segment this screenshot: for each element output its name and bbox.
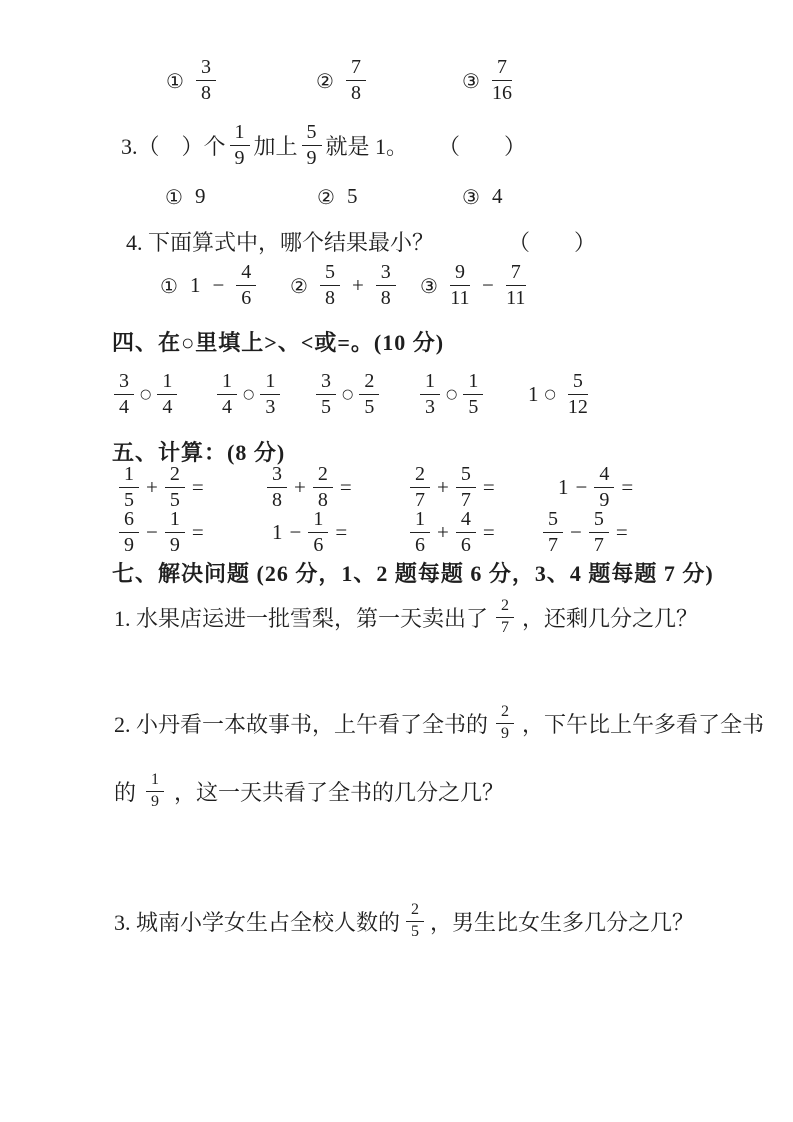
compare-item xyxy=(114,371,177,418)
fraction xyxy=(114,371,134,418)
option-value: 9 xyxy=(194,184,206,208)
fraction xyxy=(308,509,328,556)
fraction-numerator: 7 xyxy=(506,262,526,286)
problem-text: ，还剩几分之几？ xyxy=(522,605,699,631)
fraction xyxy=(196,57,216,104)
operator: − xyxy=(575,475,588,499)
equals-sign: = xyxy=(191,475,204,499)
fraction-denominator: 4 xyxy=(162,396,173,418)
operator: + xyxy=(437,475,449,499)
fraction xyxy=(543,509,563,556)
calc-expression xyxy=(119,464,204,511)
option-marker: ① xyxy=(165,184,183,209)
fraction-denominator: 7 xyxy=(548,534,558,556)
fraction-numerator: 1 xyxy=(146,772,164,792)
problem-3 xyxy=(114,902,694,941)
fraction-numerator: 5 xyxy=(568,371,588,395)
fraction-denominator: 11 xyxy=(450,287,470,309)
fraction-numerator: 2 xyxy=(496,704,514,724)
equals-sign: = xyxy=(335,520,348,544)
calc-expression xyxy=(272,509,347,556)
fraction xyxy=(119,464,139,511)
fraction-denominator: 9 xyxy=(234,147,245,169)
fraction xyxy=(506,262,526,309)
fraction-denominator: 5 xyxy=(321,396,331,418)
fraction xyxy=(594,464,614,511)
fraction xyxy=(463,371,483,418)
fraction-numerator: 1 xyxy=(165,509,185,533)
fraction-denominator: 4 xyxy=(119,396,129,418)
fraction-numerator: 2 xyxy=(165,464,185,488)
option-marker: ② xyxy=(317,184,335,209)
fraction-numerator: 2 xyxy=(496,598,514,618)
fraction-numerator: 2 xyxy=(410,464,430,488)
fraction xyxy=(346,57,366,104)
question-text: 4. 下面算式中，哪个结果最小？ xyxy=(126,230,435,255)
fraction xyxy=(589,509,609,556)
compare-item xyxy=(217,371,280,418)
compare-circle: ○ xyxy=(544,387,556,402)
compare-circle: ○ xyxy=(243,387,255,402)
compare-circle: ○ xyxy=(342,387,354,402)
fraction-denominator: 9 xyxy=(306,147,317,169)
fraction-numerator: 2 xyxy=(313,464,333,488)
answer-blank: （ ） xyxy=(438,134,527,159)
calc-expression xyxy=(410,509,495,556)
option-value: 4 xyxy=(491,184,503,208)
option-item xyxy=(462,184,502,209)
fraction xyxy=(456,509,476,556)
problem-1 xyxy=(114,598,698,637)
option-item xyxy=(165,184,205,209)
equals-sign: = xyxy=(191,520,204,544)
fraction-numerator: 5 xyxy=(589,509,609,533)
fraction-denominator: 8 xyxy=(317,489,328,511)
fraction-numerator: 3 xyxy=(376,262,396,286)
fraction xyxy=(456,464,476,511)
fraction-numerator: 1 xyxy=(420,371,440,395)
equals-sign: = xyxy=(621,475,634,499)
fraction-denominator: 3 xyxy=(425,396,435,418)
operator: − xyxy=(212,273,225,297)
fraction-numerator: 2 xyxy=(359,371,379,395)
option-marker: ③ xyxy=(420,273,438,298)
fraction-numerator: 1 xyxy=(260,371,280,395)
problem-text: ，这一天共看了全书的几分之几？ xyxy=(174,779,505,805)
option-item xyxy=(420,262,526,309)
fraction xyxy=(496,598,514,637)
fraction xyxy=(146,772,164,811)
compare-circle: ○ xyxy=(446,387,458,402)
section5-title: 五、计算：(8 分) xyxy=(112,440,286,465)
problem-2-line-2 xyxy=(114,772,504,811)
question-text: 加上 xyxy=(253,134,298,159)
section7-title: 七、解决问题 (26 分，1、2 题每题 6 分，3、4 题每题 7 分) xyxy=(112,561,714,586)
operator: + xyxy=(351,273,364,297)
option-marker: ③ xyxy=(462,184,480,209)
problem-text: ，下午比上午多看了全书 xyxy=(522,711,765,737)
fraction-numerator: 1 xyxy=(119,464,139,488)
fraction xyxy=(119,509,139,556)
fraction xyxy=(236,262,256,309)
fraction-denominator: 8 xyxy=(200,82,211,104)
equals-sign: = xyxy=(339,475,352,499)
fraction xyxy=(376,262,396,309)
fraction-numerator: 1 xyxy=(230,122,250,146)
option-item xyxy=(462,57,512,104)
fraction-denominator: 9 xyxy=(599,489,610,511)
fraction-denominator: 7 xyxy=(460,489,471,511)
fraction-numerator: 7 xyxy=(346,57,366,81)
fraction-numerator: 3 xyxy=(316,371,336,395)
question-text: 3.（ ）个 xyxy=(121,134,226,159)
fraction-denominator: 5 xyxy=(468,396,479,418)
option-marker: ① xyxy=(160,273,178,298)
fraction xyxy=(450,262,470,309)
fraction-numerator: 1 xyxy=(308,509,328,533)
option-item xyxy=(290,262,396,309)
fraction xyxy=(165,464,185,511)
fraction xyxy=(165,509,185,556)
fraction-numerator: 5 xyxy=(543,509,563,533)
fraction-denominator: 8 xyxy=(324,287,335,309)
operator: + xyxy=(146,475,158,499)
compare-item xyxy=(528,371,588,418)
fraction-denominator: 5 xyxy=(124,489,134,511)
fraction-denominator: 9 xyxy=(169,534,180,556)
fraction-denominator: 3 xyxy=(265,396,276,418)
question-4-stem xyxy=(126,226,596,257)
fraction xyxy=(492,57,512,104)
fraction-denominator: 5 xyxy=(364,396,375,418)
whole-number: 1 xyxy=(189,273,201,297)
calc-expression xyxy=(543,509,628,556)
calc-expression xyxy=(558,464,633,511)
question-3-stem xyxy=(121,122,526,169)
problem-text: 的 xyxy=(114,779,137,805)
fraction-numerator: 4 xyxy=(236,262,256,286)
operator: + xyxy=(437,520,449,544)
calc-expression xyxy=(267,464,352,511)
fraction xyxy=(260,371,280,418)
fraction xyxy=(316,371,336,418)
equals-sign: = xyxy=(482,475,495,499)
fraction xyxy=(157,371,177,418)
fraction-numerator: 1 xyxy=(463,371,483,395)
option-value: 5 xyxy=(346,184,358,208)
compare-circle: ○ xyxy=(140,387,152,402)
fraction xyxy=(320,262,340,309)
option-marker: ③ xyxy=(462,68,480,93)
fraction-denominator: 6 xyxy=(460,534,471,556)
fraction-denominator: 5 xyxy=(169,489,180,511)
section4-title: 四、在○里填上>、<或=。(10 分) xyxy=(112,330,445,355)
fraction-numerator: 1 xyxy=(157,371,177,395)
problem-text: 1. 水果店运进一批雪梨，第一天卖出了 xyxy=(114,605,489,631)
option-item xyxy=(160,262,256,309)
fraction-numerator: 7 xyxy=(492,57,512,81)
fraction xyxy=(217,371,237,418)
fraction-denominator: 8 xyxy=(350,82,361,104)
whole-number: 1 xyxy=(558,475,569,499)
fraction-numerator: 1 xyxy=(217,371,237,395)
fraction xyxy=(410,509,430,556)
problem-text: ，男生比女生多几分之几？ xyxy=(430,909,695,935)
fraction-numerator: 1 xyxy=(410,509,430,533)
fraction-numerator: 5 xyxy=(320,262,340,286)
fraction-denominator: 8 xyxy=(380,287,391,309)
fraction-denominator: 9 xyxy=(151,792,160,810)
fraction-denominator: 7 xyxy=(501,618,510,636)
fraction-numerator: 2 xyxy=(406,902,424,922)
fraction-denominator: 7 xyxy=(593,534,604,556)
fraction xyxy=(420,371,440,418)
fraction xyxy=(406,902,424,941)
equals-sign: = xyxy=(482,520,495,544)
fraction xyxy=(410,464,430,511)
fraction-denominator: 7 xyxy=(415,489,425,511)
fraction-denominator: 9 xyxy=(501,724,510,742)
fraction-denominator: 5 xyxy=(411,922,420,940)
fraction xyxy=(568,371,588,418)
fraction-numerator: 3 xyxy=(267,464,287,488)
fraction-numerator: 5 xyxy=(456,464,476,488)
fraction-numerator: 3 xyxy=(114,371,134,395)
option-item xyxy=(316,57,366,104)
fraction-denominator: 9 xyxy=(124,534,134,556)
fraction-numerator: 4 xyxy=(594,464,614,488)
fraction xyxy=(359,371,379,418)
fraction xyxy=(496,704,514,743)
question-text: 就是 1。 xyxy=(325,134,409,159)
answer-blank: （ ） xyxy=(508,230,597,255)
option-item xyxy=(317,184,357,209)
problem-text: 2. 小丹看一本故事书，上午看了全书的 xyxy=(114,711,489,737)
fraction-numerator: 6 xyxy=(119,509,139,533)
equals-sign: = xyxy=(615,520,628,544)
fraction-denominator: 16 xyxy=(491,82,512,104)
fraction-denominator: 11 xyxy=(506,287,526,309)
fraction-denominator: 8 xyxy=(272,489,282,511)
operator: − xyxy=(481,273,494,297)
option-marker: ① xyxy=(166,68,184,93)
calc-expression xyxy=(119,509,204,556)
option-marker: ② xyxy=(316,68,334,93)
fraction xyxy=(302,122,322,169)
problem-2-line-1 xyxy=(114,704,764,743)
fraction xyxy=(230,122,250,169)
compare-item xyxy=(420,371,483,418)
fraction-denominator: 6 xyxy=(241,287,252,309)
fraction-denominator: 4 xyxy=(222,396,232,418)
problem-text: 3. 城南小学女生占全校人数的 xyxy=(114,909,401,935)
option-item xyxy=(166,57,216,104)
calc-expression xyxy=(410,464,495,511)
fraction-denominator: 12 xyxy=(567,396,588,418)
compare-item xyxy=(316,371,379,418)
whole-number: 1 xyxy=(528,382,539,406)
fraction xyxy=(267,464,287,511)
fraction-numerator: 5 xyxy=(302,122,322,146)
operator: − xyxy=(570,520,582,544)
fraction-numerator: 9 xyxy=(450,262,470,286)
option-marker: ② xyxy=(290,273,308,298)
fraction-numerator: 4 xyxy=(456,509,476,533)
fraction xyxy=(313,464,333,511)
operator: + xyxy=(294,475,306,499)
whole-number: 1 xyxy=(272,520,283,544)
fraction-denominator: 6 xyxy=(415,534,425,556)
fraction-numerator: 3 xyxy=(196,57,216,81)
operator: − xyxy=(146,520,158,544)
operator: − xyxy=(289,520,302,544)
fraction-denominator: 6 xyxy=(313,534,324,556)
